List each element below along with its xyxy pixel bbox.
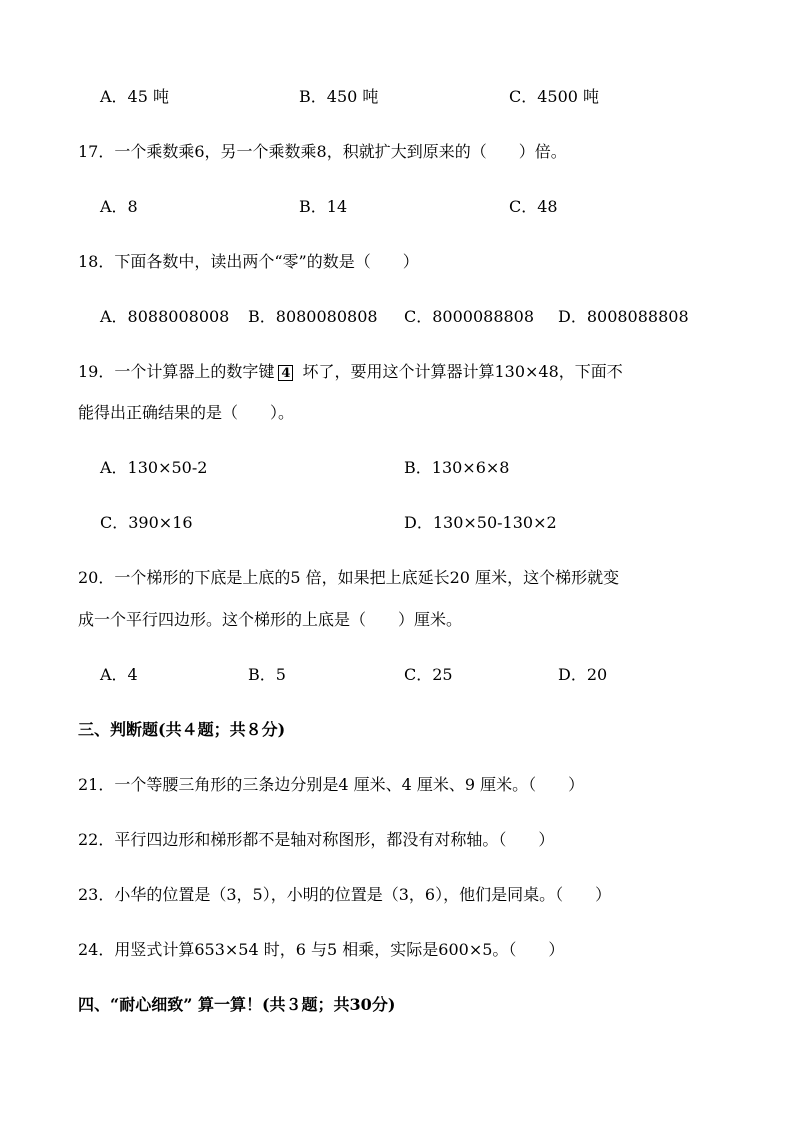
q17-option-c: C．48 [509, 197, 558, 216]
q20-option-b: B．5 [248, 665, 286, 684]
q20-text-line2: 成一个平行四边形。这个梯形的上底是（ ）厘米。 [78, 610, 463, 629]
q19-text-after-key: 坏了，要用这个计算器计算130×48，下面不 [302, 362, 623, 381]
digit-key-icon: 4 [278, 365, 293, 381]
q19-option-c: C．390×16 [100, 513, 193, 532]
q19-text-before-key: 19．一个计算器上的数字键 [78, 362, 275, 381]
q17-text: 17．一个乘数乘6，另一个乘数乘8，积就扩大到原来的（ ）倍。 [78, 142, 567, 161]
q17-option-b: B．14 [299, 197, 348, 216]
q18-option-d: D．8008088808 [558, 307, 689, 326]
q18-text: 18．下面各数中，读出两个“零”的数是（ ） [78, 252, 419, 271]
q19-option-d: D．130×50-130×2 [404, 513, 557, 532]
q19-option-a: A．130×50-2 [100, 458, 208, 477]
q22-text: 22．平行四边形和梯形都不是轴对称图形，都没有对称轴。（ ） [78, 830, 555, 849]
q18-option-b: B．8080080808 [248, 307, 378, 326]
q21-text: 21．一个等腰三角形的三条边分别是4 厘米、4 厘米、9 厘米。（ ） [78, 775, 585, 794]
q16-option-a: A．45 吨 [100, 87, 170, 106]
q23-text: 23．小华的位置是（3，5），小明的位置是（3，6），他们是同桌。（ ） [78, 885, 612, 904]
q18-option-a: A．8088008008 [100, 307, 230, 326]
q20-text-line1: 20．一个梯形的下底是上底的5 倍，如果把上底延长20 厘米，这个梯形就变 [78, 568, 620, 587]
q20-option-d: D．20 [558, 665, 608, 684]
q19-text-line2: 能得出正确结果的是（ ）。 [78, 403, 295, 422]
section-4-title: 四、“耐心细致” 算一算！(共３题；共30分) [78, 995, 396, 1014]
q17-option-a: A．8 [100, 197, 138, 216]
q16-option-c: C．4500 吨 [509, 87, 600, 106]
q19-option-b: B．130×6×8 [404, 458, 510, 477]
q20-option-a: A．4 [100, 665, 138, 684]
q24-text: 24．用竖式计算653×54 时，6 与5 相乘，实际是600×5。（ ） [78, 940, 565, 959]
q20-option-c: C．25 [404, 665, 453, 684]
q18-option-c: C．8000088808 [404, 307, 535, 326]
q16-option-b: B．450 吨 [299, 87, 379, 106]
section-3-title: 三、判断题(共４题；共８分) [78, 720, 286, 739]
q19-text-line1 [78, 361, 623, 383]
